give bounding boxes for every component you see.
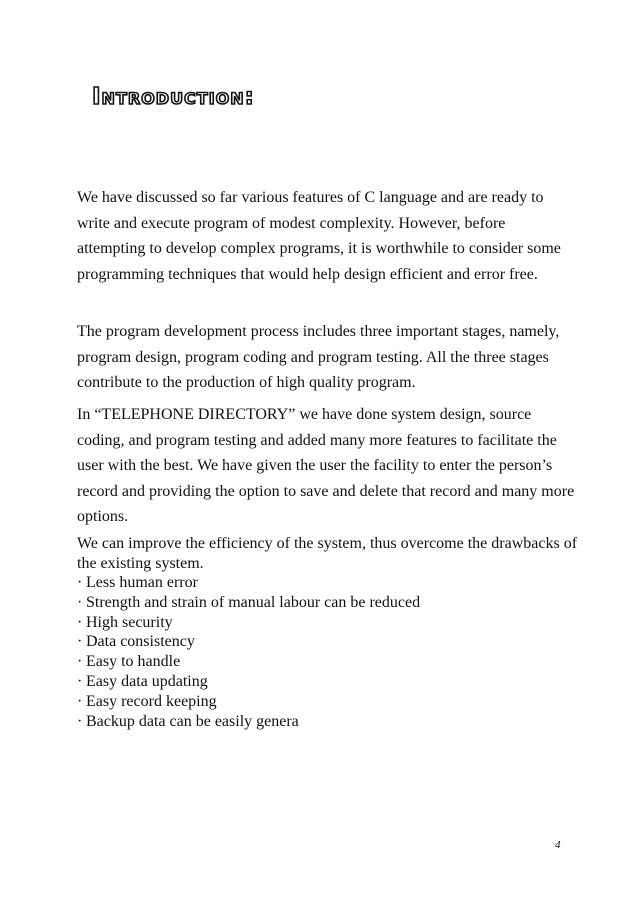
process-paragraph: The program development process includes three important stages, namely, program design, program coding and program testing. All the three stages contribute to the production of high quality program. [77, 323, 560, 391]
list-item [77, 573, 420, 593]
telephone-directory-paragraph: In “TELEPHONE DIRECTORY” we have done system design, source coding, and program testing and added many more features to facilitate the user with the best. We have given the user the facility to enter the person’s record and providing the option to save and delete that record and many more options. [77, 406, 575, 525]
intro-paragraph: We have discussed so far various features of C language and are ready to write and execute program of modest complexity. However, before attempting to develop complex programs, it is worthwhile to consider some programming techniques that would help design efficient and error free. [77, 189, 561, 283]
bullet-icon: · [77, 613, 83, 631]
list-item-text: Strength and strain of manual labour can be reduced [86, 593, 421, 611]
benefits-list [77, 573, 420, 731]
list-item [77, 672, 420, 692]
list-item-text: Less human error [86, 574, 198, 591]
list-item [77, 692, 420, 712]
list-item [77, 632, 420, 652]
list-item [77, 712, 420, 732]
bullet-icon: · [77, 692, 83, 710]
list-item-text: Easy to handle [86, 653, 181, 671]
section-heading: Introduction: [92, 84, 255, 110]
efficiency-paragraph: We can improve the efficiency of the system, thus overcome the drawbacks of the existing system. [77, 535, 578, 572]
bullet-icon: · [77, 593, 83, 611]
bullet-icon: · [77, 653, 83, 671]
list-item-text: Easy data updating [86, 672, 208, 690]
list-item-text: Easy record keeping [86, 692, 217, 710]
list-item [77, 593, 420, 613]
page-number: 4 [555, 839, 561, 851]
list-item-text: Backup data can be easily genera [86, 712, 299, 730]
bullet-icon: · [77, 672, 83, 690]
bullet-icon: · [77, 633, 83, 651]
list-item-text: Data consistency [86, 633, 195, 651]
bullet-icon: · [77, 574, 83, 591]
list-item [77, 613, 420, 633]
bullet-icon: · [77, 712, 83, 730]
list-item [77, 652, 420, 672]
list-item-text: High security [86, 613, 173, 631]
